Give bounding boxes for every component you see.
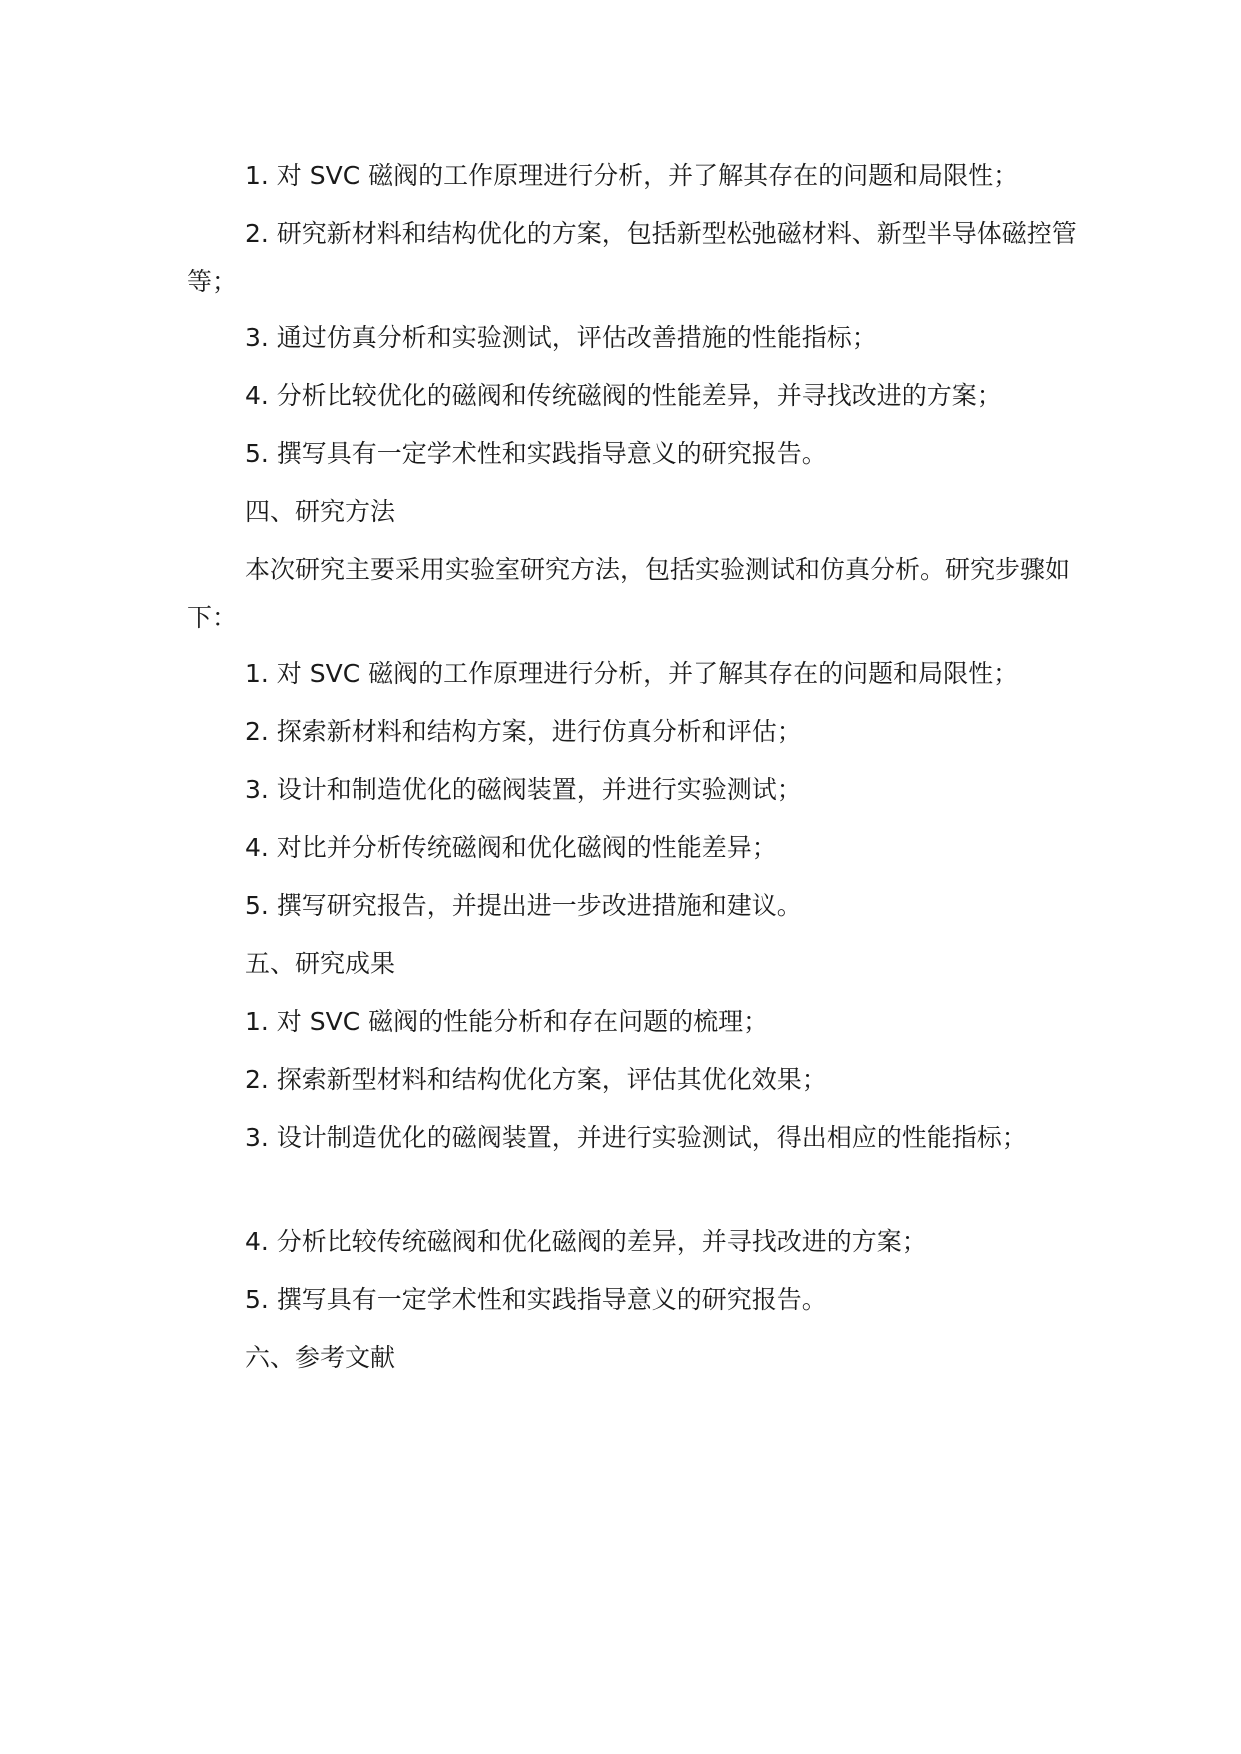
list-item: 3. 设计和制造优化的磁阀装置，并进行实验测试； (245, 775, 802, 804)
list-item: 4. 分析比较传统磁阀和优化磁阀的差异，并寻找改进的方案； (245, 1227, 927, 1256)
list-item: 3. 通过仿真分析和实验测试，评估改善措施的性能指标； (245, 323, 877, 352)
list-item: 1. 对 SVC 磁阀的性能分析和存在问题的梳理； (245, 1007, 769, 1036)
list-item: 5. 撰写具有一定学术性和实践指导意义的研究报告。 (245, 439, 827, 468)
list-item: 4. 分析比较优化的磁阀和传统磁阀的性能差异，并寻找改进的方案； (245, 381, 1002, 410)
list-item: 3. 设计制造优化的磁阀装置，并进行实验测试，得出相应的性能指标； (245, 1123, 1027, 1152)
list-item: 4. 对比并分析传统磁阀和优化磁阀的性能差异； (245, 833, 777, 862)
list-item: 2. 研究新材料和结构优化的方案，包括新型松弛磁材料、新型半导体磁控管等； (187, 219, 1077, 296)
list-item: 5. 撰写具有一定学术性和实践指导意义的研究报告。 (245, 1285, 827, 1314)
body-paragraph: 本次研究主要采用实验室研究方法，包括实验测试和仿真分析。研究步骤如下： (187, 555, 1071, 632)
list-item: 1. 对 SVC 磁阀的工作原理进行分析，并了解其存在的问题和局限性； (245, 659, 1019, 688)
section-heading: 五、研究成果 (245, 949, 396, 978)
section-heading: 六、参考文献 (245, 1343, 396, 1372)
list-item: 1. 对 SVC 磁阀的工作原理进行分析，并了解其存在的问题和局限性； (245, 161, 1019, 190)
list-item: 2. 探索新材料和结构方案，进行仿真分析和评估； (245, 717, 802, 746)
list-item: 5. 撰写研究报告，并提出进一步改进措施和建议。 (245, 891, 802, 920)
list-item: 2. 探索新型材料和结构优化方案，评估其优化效果； (245, 1065, 827, 1094)
section-heading: 四、研究方法 (245, 497, 396, 526)
